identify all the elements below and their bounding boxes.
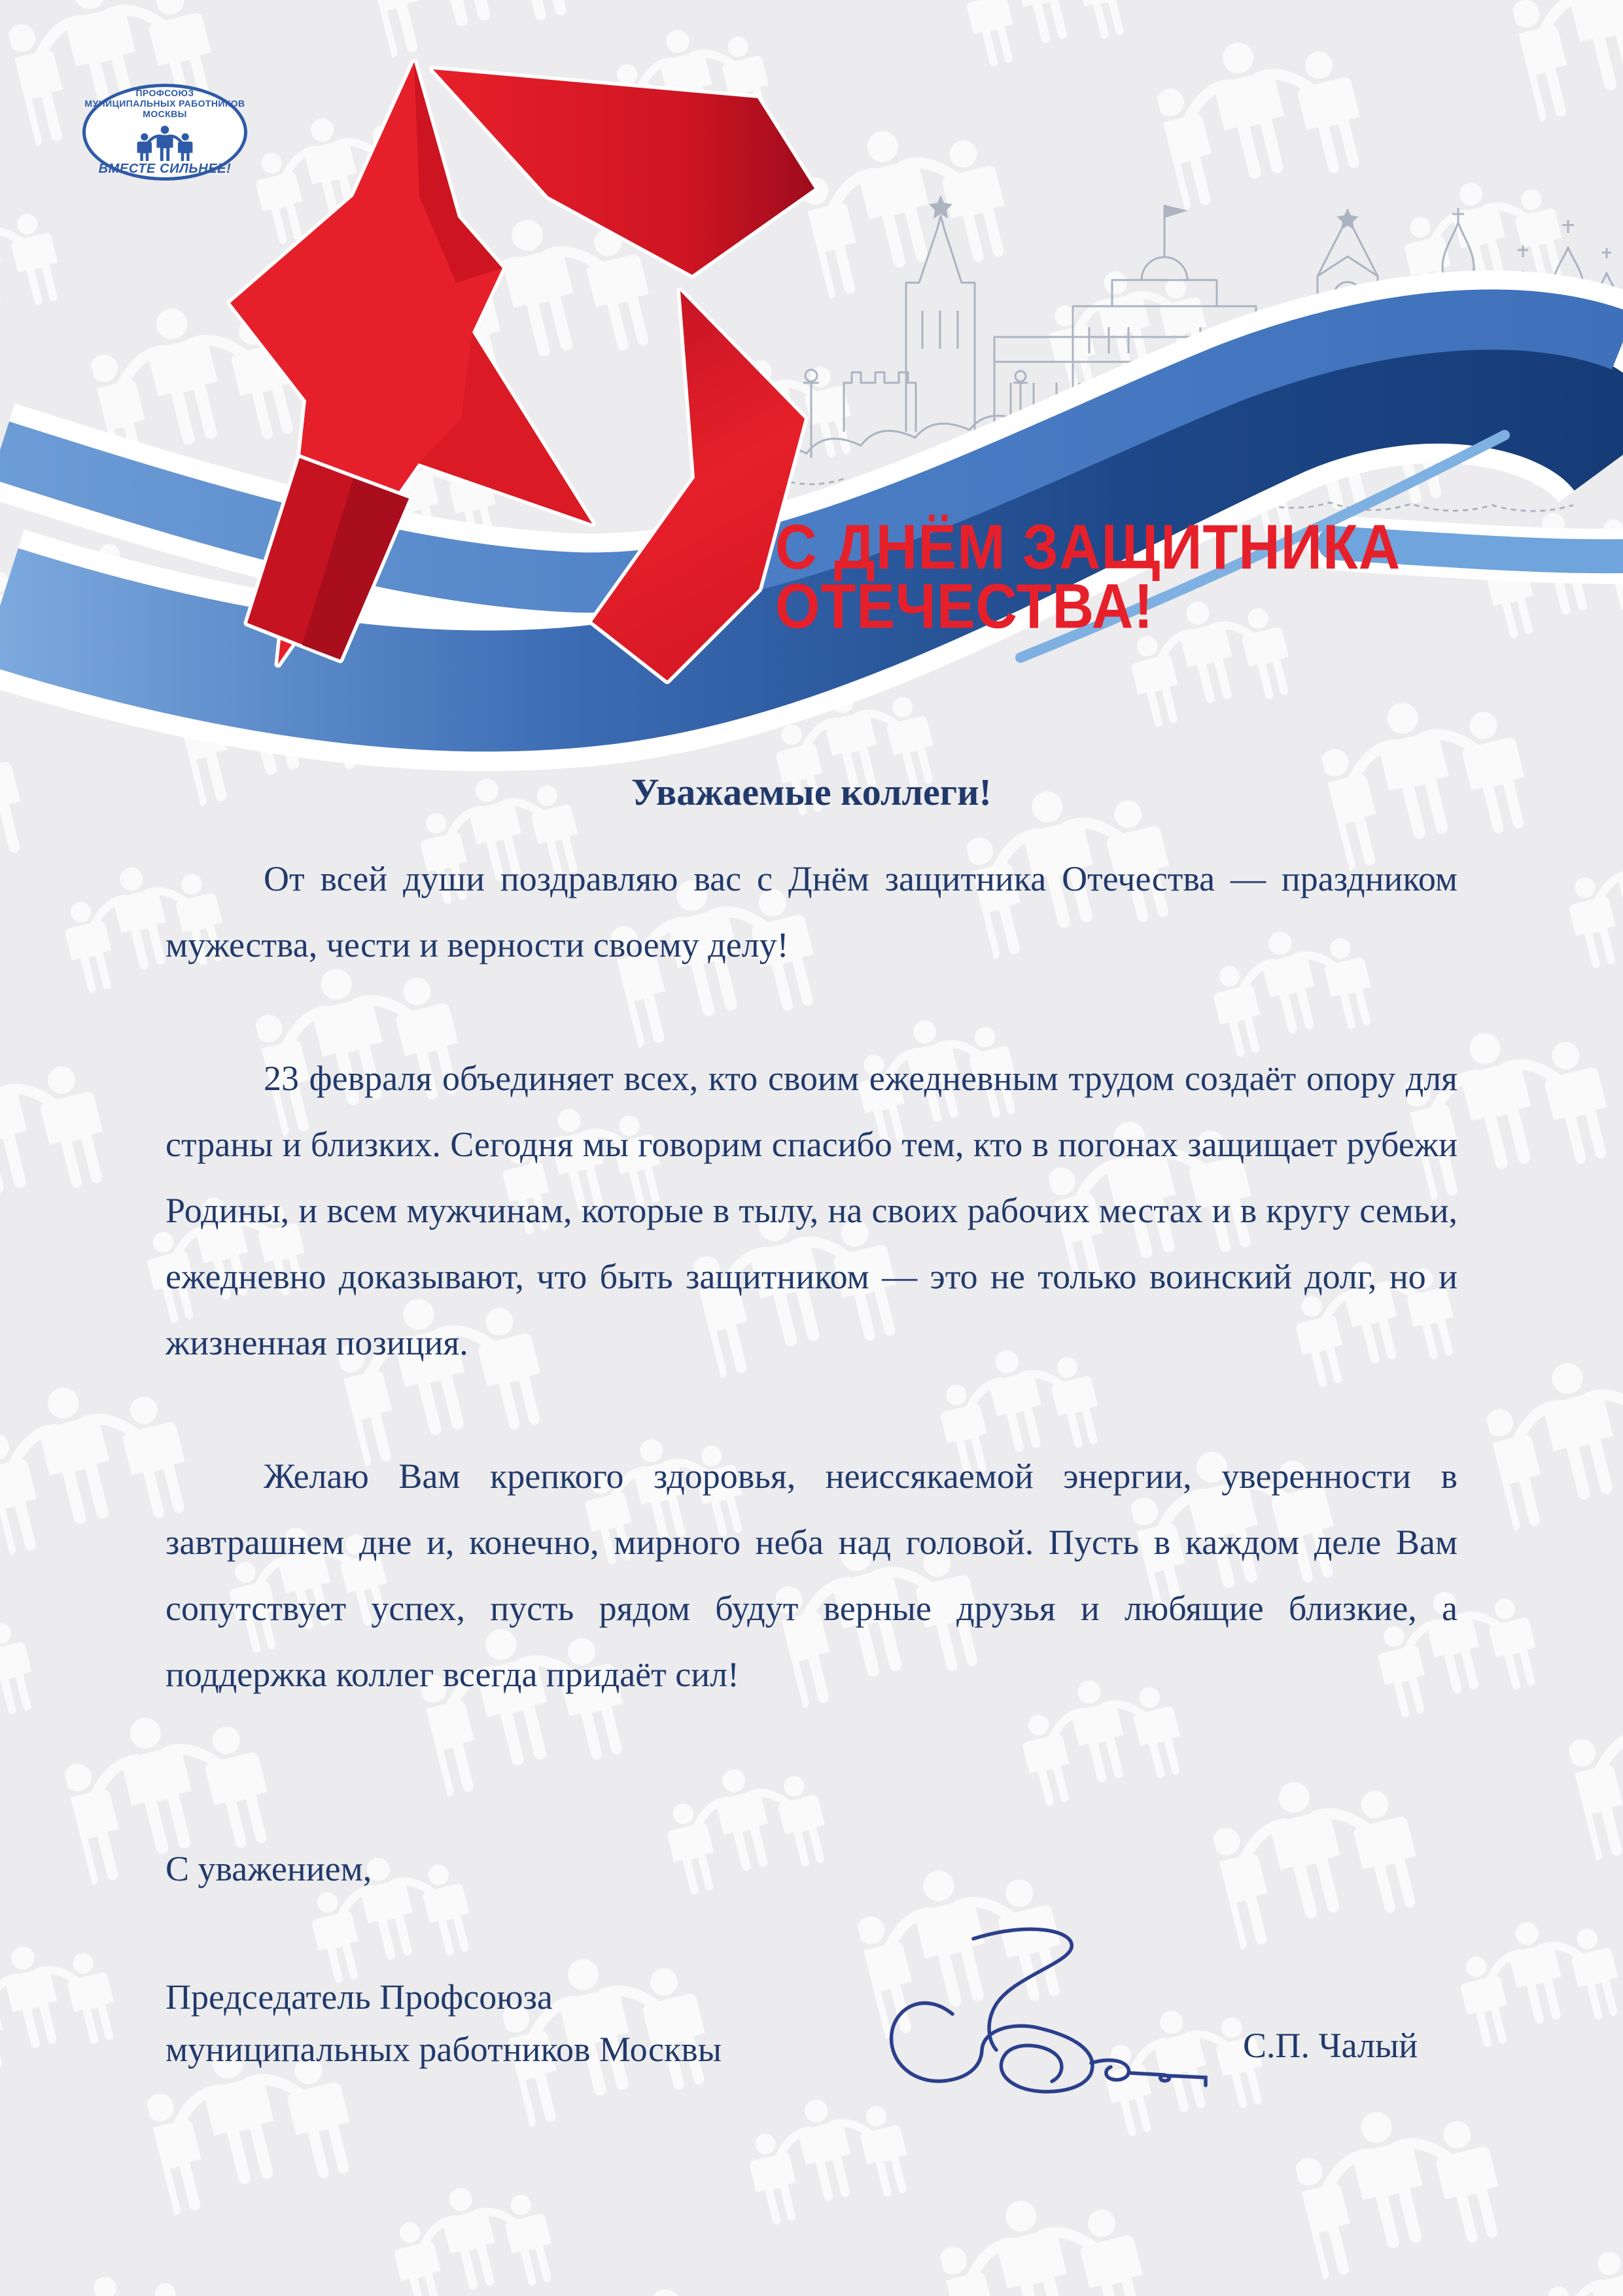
holiday-headline xyxy=(775,511,1401,642)
headline-line-2: ОТЕЧЕСТВА! xyxy=(775,570,1154,642)
signer-title xyxy=(166,1971,722,2075)
headline-line-1: С ДНЁМ ЗАЩИТНИКА xyxy=(775,511,1401,582)
logo-org-name: МОСКВЫ xyxy=(143,109,187,119)
letter-paragraph: От всей души поздравляю вас с Днём защитника Отечества — праздником мужества, чести и верности своему делу! xyxy=(166,859,1457,964)
logo-org-name: ПРОФСОЮЗ xyxy=(135,88,194,98)
logo-slogan: ВМЕСТЕ СИЛЬНЕЕ! xyxy=(98,162,232,176)
signer-title-line-2: муниципальных работников Москвы xyxy=(166,2030,722,2069)
closing-line: С уважением, xyxy=(166,1849,372,1888)
signature-scribble xyxy=(875,1916,1215,2099)
signer-name: С.П. Чалый xyxy=(1243,2026,1418,2065)
letter-paragraph: 23 февраля объединяет всех, кто своим ежедневным трудом создаёт опору для страны и близких. Сегодня мы говорим спасибо тем, кто в погонах защищает рубежи Родины, и всем мужчинам, которые в тылу, на своих рабочих местах и в кругу семьи, ежедневно доказывают, что быть защитником — это не только воинский долг, но и жизненная позиция. xyxy=(166,1059,1457,1362)
signer-title-line-1: Председатель Профсоюза xyxy=(166,1977,553,2017)
people-trio-icon xyxy=(122,120,207,161)
logo-org-name: МУНИЦИПАЛЬНЫХ РАБОТНИКОВ xyxy=(84,98,245,109)
letter-paragraph: Желаю Вам крепкого здоровья, неиссякаемой энергии, уверенности в завтрашнем дне и, конечно, мирного неба над головой. Пусть в каждом деле Вам сопутствует успех, пусть рядом будут верные друзья и любящие близкие, а поддержка коллег всегда придаёт сил! xyxy=(166,1457,1457,1694)
union-logo xyxy=(82,84,247,181)
salutation: Уважаемые коллеги! xyxy=(631,771,992,813)
